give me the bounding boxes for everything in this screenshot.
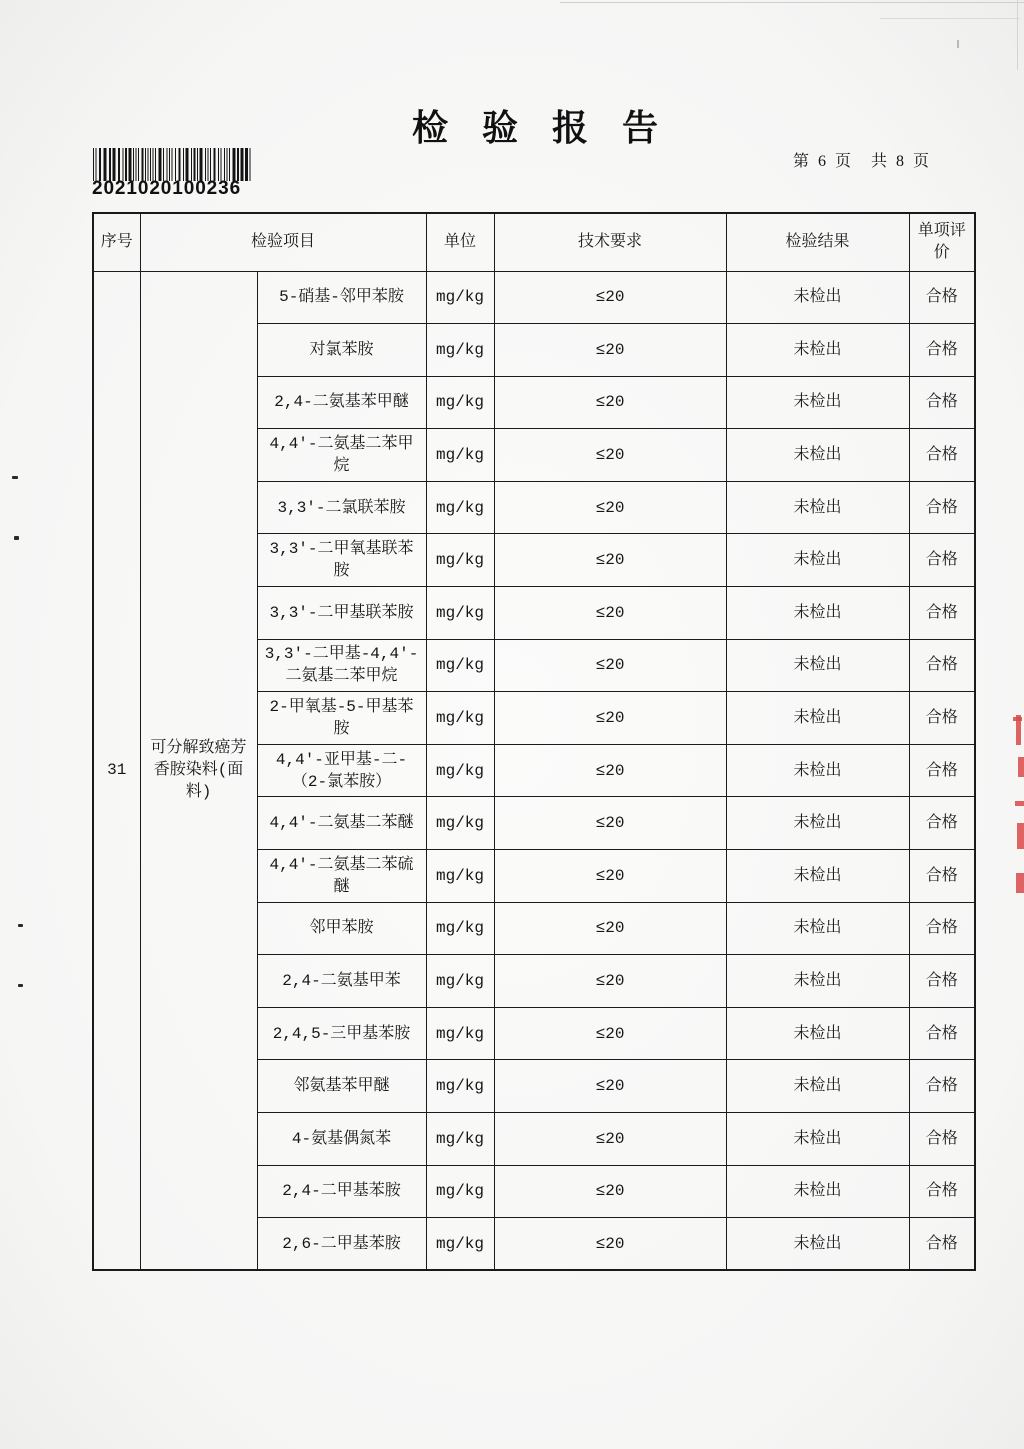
item-name: 3,3′-二氯联苯胺 <box>257 481 426 534</box>
barcode-bar <box>250 148 251 181</box>
requirement-cell: ≤20 <box>494 1060 726 1113</box>
punch-mark <box>12 476 18 479</box>
item-name: 5-硝基-邻甲苯胺 <box>257 271 426 324</box>
barcode-bar <box>224 148 225 181</box>
evaluation-cell: 合格 <box>909 481 975 534</box>
barcode-bar <box>200 148 203 181</box>
barcode-bar <box>210 148 211 181</box>
unit-cell: mg/kg <box>426 271 494 324</box>
unit-cell: mg/kg <box>426 797 494 850</box>
evaluation-cell: 合格 <box>909 376 975 429</box>
barcode-bar <box>104 148 107 181</box>
result-cell: 未检出 <box>726 797 909 850</box>
seal-stroke <box>1018 757 1024 777</box>
barcode-bar <box>109 148 111 181</box>
result-cell: 未检出 <box>726 376 909 429</box>
barcode-bar <box>163 148 164 181</box>
evaluation-cell: 合格 <box>909 744 975 797</box>
barcode-bar <box>186 148 189 181</box>
seal-stroke <box>1013 717 1022 721</box>
barcode-bar <box>197 148 198 181</box>
header-evaluation: 单项评价 <box>909 213 975 271</box>
requirement-cell: ≤20 <box>494 744 726 797</box>
unit-cell: mg/kg <box>426 692 494 745</box>
barcode-bar <box>99 148 101 181</box>
barcode-bar <box>96 148 97 181</box>
barcode-bar <box>179 148 181 181</box>
barcode-bar <box>167 148 168 181</box>
barcode-bar <box>145 148 146 181</box>
barcode-bar <box>241 148 244 181</box>
barcode-bar <box>125 148 127 181</box>
requirement-cell: ≤20 <box>494 692 726 745</box>
barcode-number: 2021020100236 <box>92 178 242 199</box>
barcode-bar <box>194 148 196 181</box>
header-serial: 序号 <box>93 213 140 271</box>
evaluation-cell: 合格 <box>909 1165 975 1218</box>
barcode-bar <box>148 148 149 181</box>
barcode <box>93 148 252 181</box>
category-cell: 可分解致癌芳香胺染料(面料) <box>140 271 257 1270</box>
evaluation-cell: 合格 <box>909 1113 975 1166</box>
seal-fragment <box>1006 705 1024 900</box>
barcode-bar <box>172 148 173 181</box>
item-name: 邻甲苯胺 <box>257 902 426 955</box>
result-cell: 未检出 <box>726 587 909 640</box>
result-cell: 未检出 <box>726 955 909 1008</box>
page-current-label: 第 6 页 <box>793 153 852 170</box>
evaluation-cell: 合格 <box>909 797 975 850</box>
barcode-bar <box>138 148 139 181</box>
item-name: 4,4′-二氨基二苯醚 <box>257 797 426 850</box>
item-name: 2,4-二氨基甲苯 <box>257 955 426 1008</box>
result-cell: 未检出 <box>726 1165 909 1218</box>
barcode-bar <box>183 148 184 181</box>
barcode-bar <box>150 148 151 181</box>
evaluation-cell: 合格 <box>909 1218 975 1271</box>
barcode-bar <box>118 148 120 181</box>
item-name: 2,4-二甲基苯胺 <box>257 1165 426 1218</box>
punch-mark <box>14 536 19 540</box>
requirement-cell: ≤20 <box>494 534 726 587</box>
item-name: 2,6-二甲基苯胺 <box>257 1218 426 1271</box>
unit-cell: mg/kg <box>426 639 494 692</box>
barcode-bar <box>113 148 116 181</box>
evaluation-cell: 合格 <box>909 639 975 692</box>
unit-cell: mg/kg <box>426 955 494 1008</box>
requirement-cell: ≤20 <box>494 1165 726 1218</box>
result-cell: 未检出 <box>726 692 909 745</box>
unit-cell: mg/kg <box>426 1113 494 1166</box>
requirement-cell: ≤20 <box>494 850 726 903</box>
result-cell: 未检出 <box>726 639 909 692</box>
requirement-cell: ≤20 <box>494 902 726 955</box>
result-cell: 未检出 <box>726 1113 909 1166</box>
barcode-bar <box>129 148 132 181</box>
result-cell: 未检出 <box>726 429 909 482</box>
barcode-bar <box>214 148 216 181</box>
barcode-bar <box>153 148 154 181</box>
barcode-bar <box>93 148 94 181</box>
unit-cell: mg/kg <box>426 1007 494 1060</box>
item-name: 3,3′-二甲氧基联苯胺 <box>257 534 426 587</box>
barcode-bar <box>155 148 156 181</box>
evaluation-cell: 合格 <box>909 271 975 324</box>
seal-stroke <box>1015 801 1024 806</box>
scan-speck <box>957 40 959 48</box>
item-name: 2,4,5-三甲基苯胺 <box>257 1007 426 1060</box>
item-name: 3,3′-二甲基联苯胺 <box>257 587 426 640</box>
barcode-bar <box>233 148 236 181</box>
barcode-bar <box>227 148 228 181</box>
requirement-cell: ≤20 <box>494 376 726 429</box>
requirement-cell: ≤20 <box>494 797 726 850</box>
barcode-bar <box>175 148 176 181</box>
seal-stroke <box>1016 873 1024 893</box>
evaluation-cell: 合格 <box>909 324 975 377</box>
requirement-cell: ≤20 <box>494 955 726 1008</box>
header-unit: 单位 <box>426 213 494 271</box>
requirement-cell: ≤20 <box>494 639 726 692</box>
result-cell: 未检出 <box>726 744 909 797</box>
evaluation-cell: 合格 <box>909 587 975 640</box>
table-row <box>93 271 975 324</box>
unit-cell: mg/kg <box>426 376 494 429</box>
requirement-cell: ≤20 <box>494 481 726 534</box>
item-name: 4,4′-二氨基二苯硫醚 <box>257 850 426 903</box>
scan-edge-line <box>560 2 1024 3</box>
seal-stroke <box>1017 823 1024 849</box>
header-result: 检验结果 <box>726 213 909 271</box>
item-name: 4,4′-二氨基二苯甲烷 <box>257 429 426 482</box>
requirement-cell: ≤20 <box>494 324 726 377</box>
requirement-cell: ≤20 <box>494 1218 726 1271</box>
evaluation-cell: 合格 <box>909 1007 975 1060</box>
header-requirement: 技术要求 <box>494 213 726 271</box>
evaluation-cell: 合格 <box>909 955 975 1008</box>
result-cell: 未检出 <box>726 271 909 324</box>
evaluation-cell: 合格 <box>909 692 975 745</box>
unit-cell: mg/kg <box>426 1165 494 1218</box>
unit-cell: mg/kg <box>426 902 494 955</box>
header-item: 检验项目 <box>140 213 426 271</box>
scan-edge-line <box>1017 0 1018 70</box>
report-title: 检 验 报 告 <box>412 108 671 148</box>
item-name: 4,4′-亚甲基-二-（2-氯苯胺） <box>257 744 426 797</box>
item-name: 3,3′-二甲基-4,4′-二氨基二苯甲烷 <box>257 639 426 692</box>
barcode-bar <box>123 148 124 181</box>
evaluation-cell: 合格 <box>909 534 975 587</box>
item-name: 4-氨基偶氮苯 <box>257 1113 426 1166</box>
barcode-bar <box>221 148 222 181</box>
barcode-bar <box>142 148 144 181</box>
result-cell: 未检出 <box>726 850 909 903</box>
barcode-bar <box>237 148 239 181</box>
unit-cell: mg/kg <box>426 587 494 640</box>
result-cell: 未检出 <box>726 1060 909 1113</box>
page-total-label: 共 8 页 <box>871 153 930 170</box>
requirement-cell: ≤20 <box>494 271 726 324</box>
item-name: 邻氨基苯甲醚 <box>257 1060 426 1113</box>
scan-edge-line <box>880 18 1020 19</box>
serial-number-cell: 31 <box>93 271 140 1270</box>
unit-cell: mg/kg <box>426 324 494 377</box>
requirement-cell: ≤20 <box>494 1113 726 1166</box>
result-cell: 未检出 <box>726 481 909 534</box>
barcode-bar <box>133 148 134 181</box>
result-cell: 未检出 <box>726 1007 909 1060</box>
barcode-bar <box>229 148 230 181</box>
barcode-bar <box>169 148 170 181</box>
unit-cell: mg/kg <box>426 744 494 797</box>
unit-cell: mg/kg <box>426 1060 494 1113</box>
requirement-cell: ≤20 <box>494 429 726 482</box>
result-cell: 未检出 <box>726 534 909 587</box>
unit-cell: mg/kg <box>426 481 494 534</box>
barcode-bar <box>205 148 206 181</box>
item-name: 对氯苯胺 <box>257 324 426 377</box>
unit-cell: mg/kg <box>426 1218 494 1271</box>
evaluation-cell: 合格 <box>909 902 975 955</box>
unit-cell: mg/kg <box>426 850 494 903</box>
requirement-cell: ≤20 <box>494 587 726 640</box>
inspection-table <box>92 212 976 1271</box>
table-header-row <box>93 213 975 271</box>
result-cell: 未检出 <box>726 902 909 955</box>
barcode-bar <box>136 148 137 181</box>
unit-cell: mg/kg <box>426 534 494 587</box>
barcode-bar <box>159 148 162 181</box>
result-cell: 未检出 <box>726 324 909 377</box>
barcode-bar <box>245 148 248 181</box>
result-cell: 未检出 <box>726 1218 909 1271</box>
item-name: 2,4-二氨基苯甲醚 <box>257 376 426 429</box>
barcode-bar <box>208 148 209 181</box>
evaluation-cell: 合格 <box>909 850 975 903</box>
item-name: 2-甲氧基-5-甲基苯胺 <box>257 692 426 745</box>
punch-mark <box>18 984 23 987</box>
evaluation-cell: 合格 <box>909 1060 975 1113</box>
requirement-cell: ≤20 <box>494 1007 726 1060</box>
punch-mark <box>18 924 23 927</box>
evaluation-cell: 合格 <box>909 429 975 482</box>
barcode-bar <box>191 148 192 181</box>
unit-cell: mg/kg <box>426 429 494 482</box>
barcode-bar <box>218 148 219 181</box>
